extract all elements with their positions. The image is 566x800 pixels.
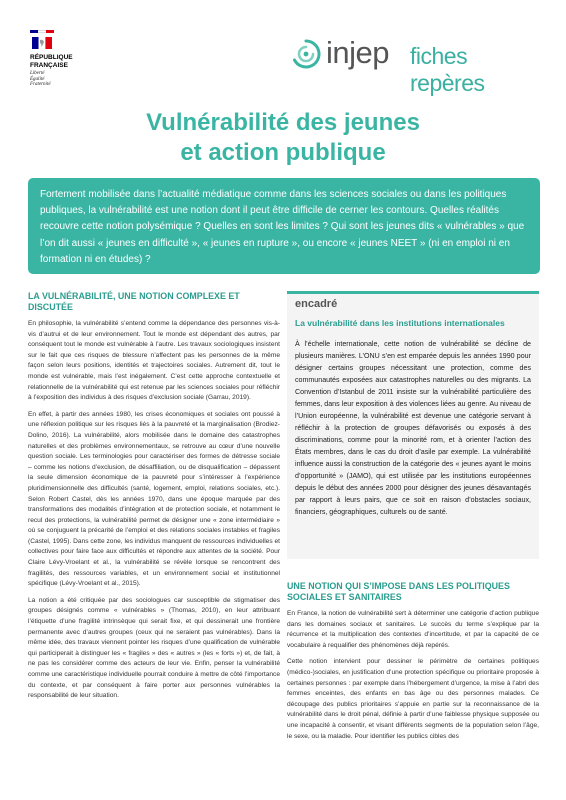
page-title-line2: et action publique: [180, 139, 386, 166]
rf-motto-line2: Égalité: [30, 76, 45, 82]
page-header: [0, 0, 566, 100]
marianne-icon: [32, 37, 52, 49]
page-title-line1: Vulnérabilité des jeunes: [146, 109, 420, 136]
encadre-title: La vulnérabilité dans les institutions internationales: [295, 318, 505, 328]
injep-logo: [290, 34, 540, 96]
rf-title-line1: RÉPUBLIQUE: [30, 54, 73, 61]
section1-paragraph-2: En effet, à partir des années 1980, les crises économiques et sociales ont poussé à une réflexion politique sur les risques liés à la pauvreté et la marginalisation (Brodiez-Dolino, 2016). La vulnérabilité, alors mobilisée dans le domaine des catastrophes naturelles et des problèmes environnementaux, se retrouve au cœur d’une nouvelle question sociale. Les terminologies pour caractériser des formes de détresse sociale – comme les notions d’exclusion, de désaffiliation, ou de disqualification – dépassent la seule dimension économique de la pauvreté pour s’intéresser à l’expérience pluridimensionnelle des difficultés (santé, logement, emploi, relations sociales, etc.). Selon Robert Castel, dès les années 1970, dans une époque marquée par des transformations des modalités d’intégration et de protection sociale, et notamment le recul des protections, la vulnérabilité permet de désigner une « zone intermédiaire » où se conjuguent la précarité de l’emploi et des relations sociales instables et fragiles (Castel, 1995). Dans cette zone, les individus manquent de ressources individuelles et collectives pour faire face aux difficultés et répondre aux attentes de la société. Pour Claire Lévy-Vroelant et al., la vulnérabilité se révèle lorsque se rencontrent des fragilités, des ressources variables, et un environnement social et institutionnel spécifique (Lévy-Vroelant et al., 2015).: [28, 410, 280, 588]
encadre-label: encadré: [295, 298, 338, 310]
rf-motto: [30, 71, 100, 88]
republique-francaise-logo: [30, 30, 100, 88]
rf-motto-line1: Liberté: [30, 71, 45, 76]
section2-title: UNE NOTION QUI S’IMPOSE DANS LES POLITIQUES SOCIALES ET SANITAIRES: [287, 581, 510, 602]
intro-text: Fortement mobilisée dans l’actualité médiatique comme dans les sciences sociales ou dans les politiques publiques, la vulnérabilité est une notion dont il peut être difficile de cerner les contours. Quelles réalités recouvre cette notion polysémique ? Quelles en sont les limites ? Qui sont les jeunes dits « vulnérables » que l’on dit aussi « jeunes en difficulté », « jeunes en rupture », ou encore « jeunes NEET » (ni en emploi ni en formation ni en études) ?: [40, 189, 525, 265]
rf-title-line2: FRANÇAISE: [30, 61, 68, 69]
encadre-text: À l’échelle internationale, cette notion de vulnérabilité se décline de plusieurs manières. L’ONU s’en est emparée depuis les années 1990 pour désigner certains groupes nécessitant une protection, comme des communautés exposées aux catastrophes naturelles ou des migrants. La Convention d’Istanbul de 2011 insiste sur la vulnérabilité particulière des femmes, dans leur exposition à des violences liées au genre. Au niveau de l’Union européenne, la vulnérabilité est devenue une catégorie servant à réfléchir à la protection de groupes défavorisés ou exposés à des discriminations, comme pour la minorité rom, et à orienter l’action des États membres, dans le cas du droit d’asile par exemple. La vulnérabilité influence aussi la construction de la catégorie des « jeunes ayant le moins d’opportunité » (JAMO), qui est utilisée par les institutions européennes depuis le début des années 2000 pour désigner des jeunes désavantagés par rapport à leurs pairs, que ce soit en raison d’obstacles sociaux, financiers, géographiques, culturels ou de santé.: [295, 340, 531, 516]
injep-mark-icon: [290, 38, 322, 70]
section2-paragraph-1: En France, la notion de vulnérabilité sert à déterminer une catégorie d’action publique dans les domaines sociaux et sanitaires. Le succès du terme s’explique par la récurrence et la multiplication des contextes d’incertitude, et par la capacité de ce vocabulaire à requalifier des phénomènes déjà repérés.: [287, 610, 539, 649]
intro-box: [28, 178, 540, 274]
rf-motto-line3: Fraternité: [30, 82, 51, 88]
right-column: [287, 291, 539, 742]
section1-paragraph-3: La notion a été critiquée par des sociologues car susceptible de stigmatiser des groupes désignés comme « vulnérables » (Thomas, 2010), en leur attribuant l’étiquette d’une fragilité intrinsèque qui serait fixe, et qui dessinerait une frontière permanente avec d’autres groupes (ceux qui ne seraient pas vulnérables). Dans la même idée, des travaux viennent pointer les risques d’une qualification de vulnérable qui participerait à distinguer les « fragiles » des « autres » (les « forts ») et, de fait, à ne pas les considérer comme des acteurs de leur vie. Enfin, penser la vulnérabilité comme une caractéristique individuelle pourrait conduire à mettre de côté l’importance du contexte, et par conséquent à faire porter aux personnes vulnérables la responsabilité de leur situation.: [28, 596, 280, 700]
section2-paragraph-2: Cette notion intervient pour dessiner le périmètre de certaines politiques (médico-)sociales, en justification d’une protection spécifique ou prioritaire proposée à certaines personnes : par exemple dans l’hébergement d’urgence, la mise à l’abri des femmes enceintes, des enfants en bas âge ou des personnes malades. Ce découpage des publics prioritaires s’appuie en partie sur la reconnaissance de la vulnérabilité dans le droit pénal, définie à partir d’une faiblesse physique supposée ou une incapacité à consentir, et visant différents segments de la population selon l’âge, le sexe, ou la maladie. Pour identifier les publics cibles des: [287, 658, 539, 740]
section2: [287, 581, 539, 742]
encadre-box: [287, 291, 539, 559]
section1-paragraph-1: En philosophie, la vulnérabilité s’entend comme la dépendance des personnes vis-à-vis d’autrui et de leur environnement. Tout le monde est dépendant des autres, par conséquent tout le monde est vulnérable à l’autre. Les travaux sociologiques insistent sur le fait que ces risques de blessure n’affectent pas les personnes de la même façon selon leurs positions, identités et trajectoires sociales. Autrement dit, tout le monde est vulnérable, mais l’est inégalement. C’est cette approche contextuelle et relationnelle de la vulnérabilité qui est retenue par les sciences sociales pour réfléchir à l’exposition des individus à des risques d’exclusion sociale (Garrau, 2019).: [28, 320, 280, 402]
injep-wordmark: injep: [326, 35, 389, 70]
tricolor-flag-icon: [30, 30, 54, 33]
section1-title: LA VULNÉRABILITÉ, UNE NOTION COMPLEXE ET DISCUTÉE: [28, 291, 240, 312]
left-column: [28, 291, 280, 702]
page-title: [0, 108, 566, 168]
injep-subtitle: fiches repères: [410, 43, 485, 96]
